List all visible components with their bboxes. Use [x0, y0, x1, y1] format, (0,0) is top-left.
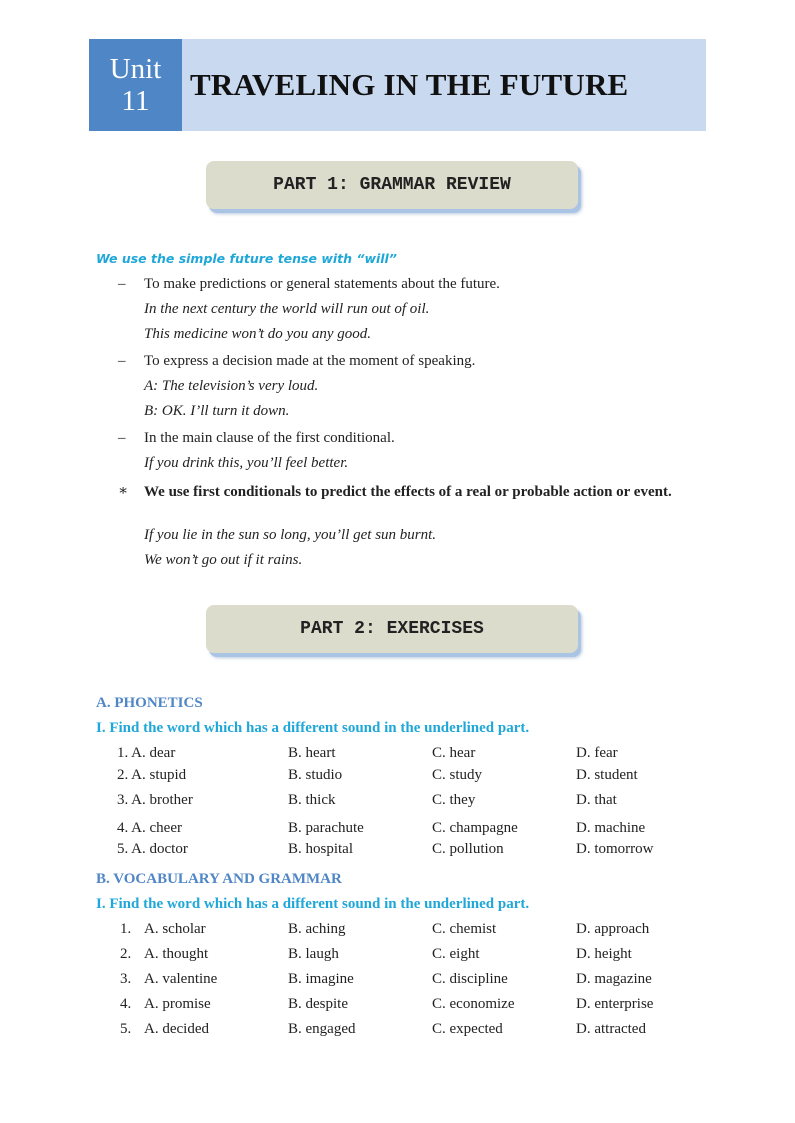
grammar-lead: We use the simple future tense with “will” — [96, 251, 397, 266]
note-example-2: We won’t go out if it rains. — [144, 552, 303, 568]
option-d: D. enterprise — [576, 996, 654, 1012]
option-a: A. decided — [144, 1021, 209, 1037]
part1-banner: PART 1: GRAMMAR REVIEW — [206, 161, 578, 209]
rule-dash: – — [118, 430, 126, 446]
option-b: B. hospital — [288, 841, 354, 857]
option-b: B. aching — [288, 921, 346, 937]
option-c: C. pollution — [432, 841, 504, 857]
option-b: B. thick — [288, 792, 336, 808]
rule-2-example-1: A: The television’s very loud. — [144, 378, 319, 394]
question-number: 5. — [120, 1021, 132, 1037]
rule-text: To make predictions or general statements about the future. — [144, 276, 500, 292]
unit-title: TRAVELING IN THE FUTURE — [190, 67, 629, 102]
unit-word: Unit — [109, 53, 162, 85]
option-a: A. valentine — [144, 971, 218, 987]
option-c: C. discipline — [432, 971, 508, 987]
option-a: 1. A. dear — [117, 745, 176, 761]
unit-number: 11 — [121, 85, 150, 117]
option-c: C. study — [432, 767, 483, 783]
option-b: B. heart — [288, 745, 336, 761]
option-d: D. student — [576, 767, 638, 783]
rule-text: To express a decision made at the moment of speaking. — [144, 353, 476, 369]
unit-badge — [89, 39, 182, 131]
section-b-instruction: I. Find the word which has a different sound in the underlined part. — [96, 896, 530, 912]
option-a: A. promise — [144, 996, 211, 1012]
option-d: D. that — [576, 792, 617, 808]
rule-2-example-2: B: OK. I’ll turn it down. — [144, 403, 290, 419]
option-d: D. tomorrow — [576, 841, 654, 857]
question-number: 2. — [120, 946, 132, 962]
option-d: D. approach — [576, 921, 650, 937]
rule-1-example-2: This medicine won’t do you any good. — [144, 326, 372, 342]
option-a: 3. A. brother — [117, 792, 193, 808]
rule-dash: – — [118, 276, 126, 292]
part2-banner: PART 2: EXERCISES — [206, 605, 578, 653]
option-b: B. studio — [288, 767, 343, 783]
question-number: 1. — [120, 921, 132, 937]
section-b-title: B. VOCABULARY AND GRAMMAR — [96, 871, 342, 887]
option-d: D. magazine — [576, 971, 652, 987]
rule-3-example-1: If you drink this, you’ll feel better. — [144, 455, 349, 471]
option-d: D. height — [576, 946, 632, 962]
option-d: D. fear — [576, 745, 618, 761]
option-a: 2. A. stupid — [117, 767, 187, 783]
option-b: B. laugh — [288, 946, 339, 962]
rule-3 — [118, 430, 395, 447]
section-a-title: A. PHONETICS — [96, 695, 203, 711]
grammar-note — [118, 481, 678, 503]
rule-1-example-1: In the next century the world will run out of oil. — [144, 301, 430, 317]
option-a: 5. A. doctor — [117, 841, 188, 857]
note-text: We use first conditionals to predict the effects of a real or probable action or event. — [144, 484, 672, 500]
option-c: C. eight — [432, 946, 480, 962]
section-a-instruction: I. Find the word which has a different sound in the underlined part. — [96, 720, 530, 736]
unit-title-box — [182, 39, 706, 131]
option-b: B. parachute — [288, 820, 364, 836]
option-c: C. they — [432, 792, 476, 808]
question-number: 3. — [120, 971, 132, 987]
option-b: B. imagine — [288, 971, 354, 987]
option-c: C. chemist — [432, 921, 497, 937]
asterisk-icon: ∗ — [118, 483, 129, 499]
rule-text: In the main clause of the first conditional. — [144, 430, 395, 446]
option-b: B. engaged — [288, 1021, 356, 1037]
unit-header — [89, 39, 706, 131]
option-c: C. economize — [432, 996, 515, 1012]
option-a: 4. A. cheer — [117, 820, 182, 836]
question-number: 4. — [120, 996, 132, 1012]
option-b: B. despite — [288, 996, 348, 1012]
option-c: C. champagne — [432, 820, 518, 836]
note-example-1: If you lie in the sun so long, you’ll get sun burnt. — [144, 527, 437, 543]
rule-1 — [118, 276, 500, 293]
rule-2 — [118, 353, 475, 370]
option-c: C. hear — [432, 745, 476, 761]
option-d: D. attracted — [576, 1021, 646, 1037]
option-a: A. scholar — [144, 921, 206, 937]
rule-dash: – — [118, 353, 126, 369]
option-d: D. machine — [576, 820, 646, 836]
option-a: A. thought — [144, 946, 209, 962]
option-c: C. expected — [432, 1021, 503, 1037]
